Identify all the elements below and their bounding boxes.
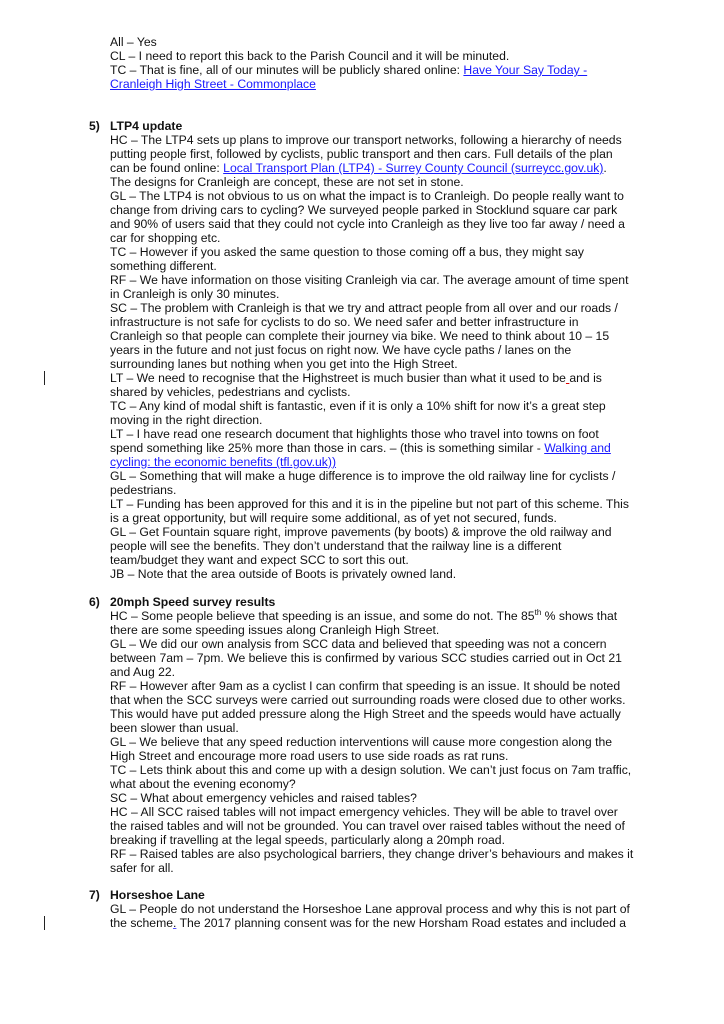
text: spend something like 25% more than those in cars. – (this is something similar - — [110, 441, 545, 455]
text: LT – We need to recognise that the Highstreet is much busier than what it used to be — [110, 371, 566, 385]
text: . — [603, 161, 607, 175]
change-bar — [44, 371, 45, 385]
text-line: there are some speeding issues along Cranleigh High Street. — [110, 623, 440, 637]
text-line: GL – We believe that any speed reduction interventions will cause more congestion along the — [110, 735, 613, 749]
text-line: and Aug 22. — [110, 665, 176, 679]
text-line: All – Yes — [110, 35, 157, 49]
ltp4-link[interactable]: Local Transport Plan (LTP4) - Surrey County Council (surreycc.gov.uk) — [223, 161, 604, 175]
tfl-link-continued[interactable]: cycling: the economic benefits (tfl.gov.uk)) — [110, 455, 337, 469]
text-line: GL – People do not understand the Horseshoe Lane approval process and why this is not part of — [110, 902, 630, 916]
text: The 2017 planning consent was for the new Horsham Road estates and included a — [176, 916, 627, 930]
text-line — [110, 455, 336, 469]
grammar-mark: . — [173, 916, 177, 930]
text-line: shared by vehicles, pedestrians and cyclists. — [110, 385, 351, 399]
text-line: is a great opportunity, but will require some additional, as of yet not secured, funds. — [110, 511, 557, 525]
change-bar — [44, 916, 45, 930]
text-line: RF – Raised tables are also psychological barriers, they change driver’s behaviours and makes it — [110, 847, 634, 861]
text-line: The designs for Cranleigh are concept, these are not set in stone. — [110, 175, 464, 189]
text-line: GL – The LTP4 is not obvious to us on what the impact is to Cranleigh. Do people really want to — [110, 189, 624, 203]
text-line — [110, 441, 611, 455]
text-line: people will see the benefits. They don’t understand that the railway line is a different — [110, 539, 562, 553]
section-number: 5) — [89, 119, 100, 133]
text-line: This would have put added pressure along the High Street and the speeds would have actually — [110, 707, 621, 721]
text-line — [110, 161, 607, 175]
tfl-link[interactable]: Walking and — [544, 441, 611, 455]
text-line: change from driving cars to cycling? We surveyed people parked in Stocklund square car park — [110, 203, 618, 217]
text-line: putting people first, followed by cyclists, public transport and then cars. Full details of the plan — [110, 147, 613, 161]
text-line: SC – The problem with Cranleigh is that we try and attract people from all over and our roads / — [110, 301, 618, 315]
text-line: between 7am – 7pm. We believe this is confirmed by various SCC studies carried out in Oct 21 — [110, 651, 622, 665]
text-line: JB – Note that the area outside of Boots is privately owned land. — [110, 567, 457, 581]
text-line — [110, 609, 617, 623]
text: % shows that — [541, 609, 618, 623]
text-line: car for shopping etc. — [110, 231, 221, 245]
text-line: pedestrians. — [110, 483, 177, 497]
text-line: GL – Something that will make a huge difference is to improve the old railway line for cyclists / — [110, 469, 616, 483]
text-line: GL – We did our own analysis from SCC data and believed that speeding was not a concern — [110, 637, 607, 651]
text-line: RF – However after 9am as a cyclist I can confirm that speeding is an issue. It should be noted — [110, 679, 621, 693]
text-line: GL – Get Fountain square right, improve pavements (by boots) & improve the old railway and — [110, 525, 612, 539]
section-heading: Horseshoe Lane — [110, 888, 205, 902]
text-line: TC – Lets think about this and come up with a design solution. We can’t just focus on 7am traffic, — [110, 763, 632, 777]
text-line: CL – I need to report this back to the Parish Council and it will be minuted. — [110, 49, 510, 63]
text-line: Cranleigh so that people can complete their journey via bike. We need to think about 10 – 15 — [110, 329, 610, 343]
text-line: RF – We have information on those visiting Cranleigh via car. The average amount of time spent — [110, 273, 629, 287]
text-line: HC – All SCC raised tables will not impact emergency vehicles. They will be able to travel over — [110, 805, 618, 819]
text: the scheme — [110, 916, 174, 930]
text-line: TC – However if you asked the same question to those coming off a bus, they might say — [110, 245, 584, 259]
text-line — [110, 63, 587, 77]
superscript: th — [534, 607, 542, 617]
text-line: what about the evening economy? — [110, 777, 296, 791]
text-line: surrounding lanes but nothing when you get into the High Street. — [110, 357, 458, 371]
text-line — [110, 77, 316, 91]
text: and is — [569, 371, 602, 385]
text-line: HC – The LTP4 sets up plans to improve our transport networks, following a hierarchy of needs — [110, 133, 622, 147]
text-line: something different. — [110, 259, 217, 273]
text-line: safer for all. — [110, 861, 174, 875]
text-line: the raised tables and will not be grounded. You can travel over raised tables without the need of — [110, 819, 625, 833]
text-line: LT – I have read one research document that highlights those who travel into towns on foot — [110, 427, 599, 441]
commonplace-link-continued[interactable]: Cranleigh High Street - Commonplace — [110, 77, 316, 91]
text-line — [110, 371, 602, 385]
section-number: 7) — [89, 888, 100, 902]
text: can be found online: — [110, 161, 224, 175]
text-line: that when the SCC surveys were carried out surrounding roads were closed due to other works. — [110, 693, 626, 707]
text-line: and 90% of users said that they could not cycle into Cranleigh as they live too far away / need a — [110, 217, 625, 231]
text-line: moving in the right direction. — [110, 413, 263, 427]
text: HC – Some people believe that speeding is an issue, and some do not. The 85 — [110, 609, 535, 623]
text-line: High Street and encourage more road users to use side roads as rat runs. — [110, 749, 509, 763]
text-line — [110, 916, 626, 930]
text-line: infrastructure is not safe for cyclists to do so. We need safer and better infrastructure in — [110, 315, 579, 329]
section-heading: LTP4 update — [110, 119, 183, 133]
text-line: breaking if travelling at the legal speeds, particularly along a 20mph road. — [110, 833, 505, 847]
section-number: 6) — [89, 595, 100, 609]
text-line: SC – What about emergency vehicles and raised tables? — [110, 791, 417, 805]
text-line: in Cranleigh is only 30 minutes. — [110, 287, 280, 301]
text-line: LT – Funding has been approved for this and it is in the pipeline but not part of this scheme. This — [110, 497, 629, 511]
commonplace-link[interactable]: Have Your Say Today - — [463, 63, 588, 77]
text-line: team/budget they want and expect SCC to sort this out. — [110, 553, 409, 567]
text-line: TC – Any kind of modal shift is fantastic, even if it is only a 10% shift for now it’s a great step — [110, 399, 606, 413]
section-heading: 20mph Speed survey results — [110, 595, 276, 609]
text-line: been slower than usual. — [110, 721, 239, 735]
text-line: years in the future and not just focus on right now. We have cycle paths / lanes on the — [110, 343, 572, 357]
text: TC – That is fine, all of our minutes will be publicly shared online: — [110, 63, 464, 77]
